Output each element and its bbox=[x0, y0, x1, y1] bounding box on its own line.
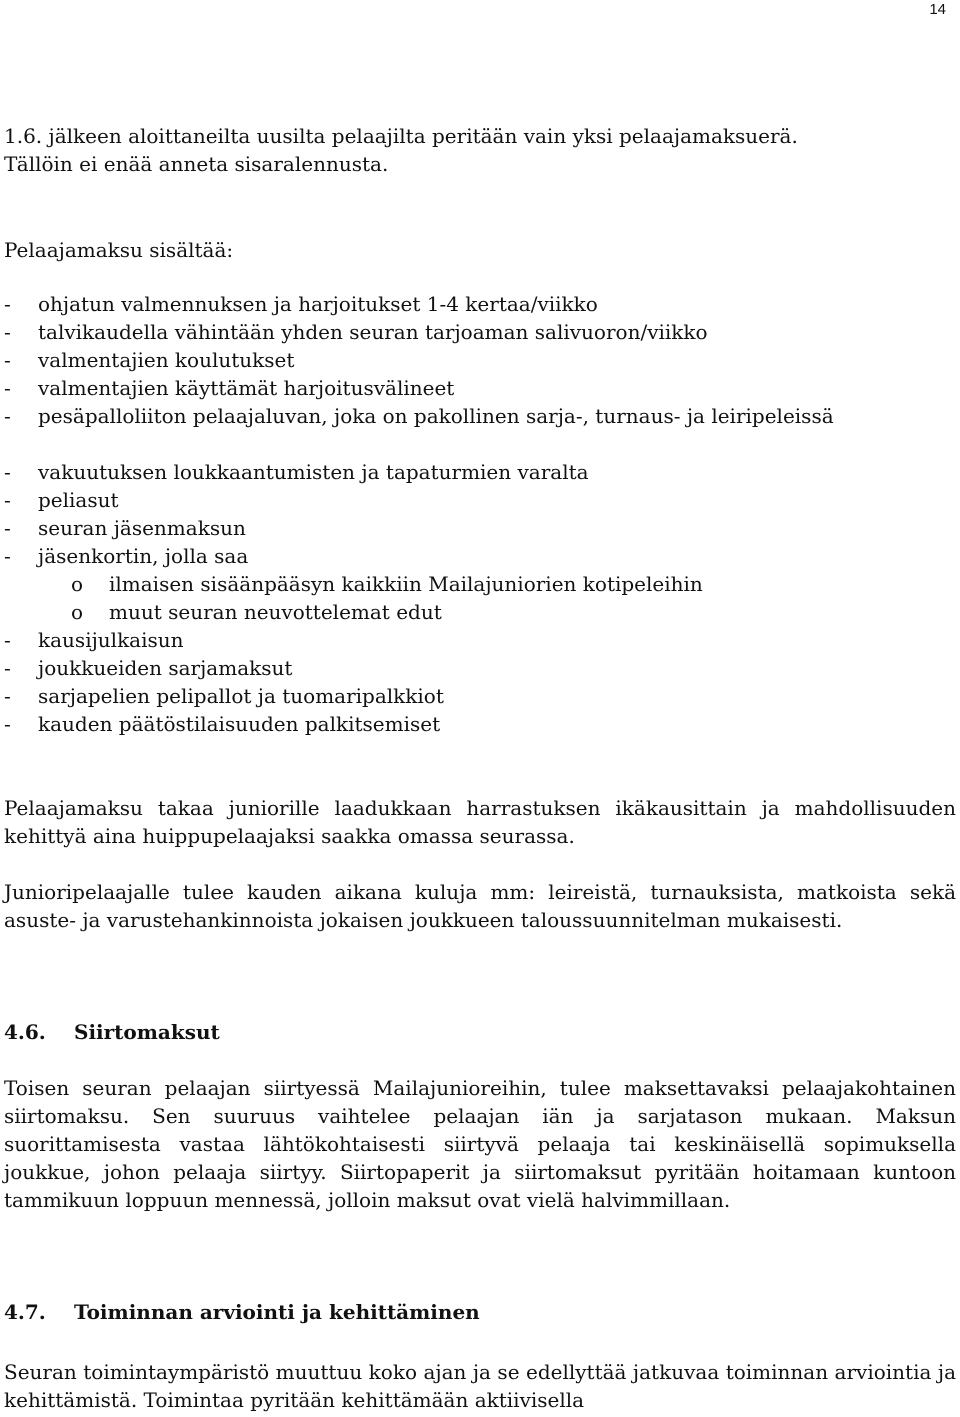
list-dash: - bbox=[4, 488, 11, 512]
list-dash: - bbox=[4, 656, 11, 680]
list-item-text: seuran jäsenmaksun bbox=[38, 516, 246, 540]
list-dash: - bbox=[4, 348, 11, 372]
list-item-text: pesäpalloliiton pelaajaluvan, joka on pakollinen sarja-, turnaus- ja leiripeleissä bbox=[38, 404, 834, 428]
list-dash: - bbox=[4, 712, 11, 736]
list-dash: - bbox=[4, 544, 11, 568]
list-item-text: kausijulkaisun bbox=[38, 628, 184, 652]
list-dash: - bbox=[4, 684, 11, 708]
section-title: Toiminnan arviointi ja kehittäminen bbox=[74, 1300, 480, 1324]
sub-list-item-text: ilmaisen sisäänpääsyn kaikkiin Mailajuniorien kotipeleihin bbox=[109, 572, 703, 596]
intro-line-2: Tällöin ei enää anneta sisaralennusta. bbox=[4, 152, 389, 176]
list-dash: - bbox=[4, 320, 11, 344]
list-item-text: valmentajien käyttämät harjoitusvälineet bbox=[38, 376, 455, 400]
list-item-text: kauden päätöstilaisuuden palkitsemiset bbox=[38, 712, 441, 736]
transfer-fee-paragraph: Toisen seuran pelaajan siirtyessä Mailajunioreihin, tulee maksettavaksi pelaajakohtainen siirtomaksu. Sen suuruus vaihtelee pelaajan iän ja sarjatason mukaan. Maksun suorittamisesta vastaa lähtökohtaisesti siirtyvä pelaaja tai keskinäisellä sopimuksella joukkue, johon pelaaja siirtyy. Siirtopaperit ja siirtomaksut pyritään hoitamaan kuntoon tammikuun loppuun mennessä, jolloin maksut ovat vielä halvimmillaan. bbox=[4, 1076, 956, 1212]
list-dash: - bbox=[4, 628, 11, 652]
guarantee-paragraph: Pelaajamaksu takaa juniorille laadukkaan harrastuksen ikäkausittain ja mahdollisuuden kehittyä aina huippupelaajaksi saakka omassa seurassa. bbox=[4, 796, 956, 848]
list-item-text: talvikaudella vähintään yhden seuran tarjoaman salivuoron/viikko bbox=[38, 320, 708, 344]
list-item-text: peliasut bbox=[38, 488, 119, 512]
list-item-text: jäsenkortin, jolla saa bbox=[38, 544, 249, 568]
list-dash: - bbox=[4, 376, 11, 400]
includes-heading: Pelaajamaksu sisältää: bbox=[4, 238, 234, 262]
evaluation-paragraph: Seuran toimintaympäristö muuttuu koko ajan ja se edellyttää jatkuvaa toiminnan arviointia ja kehittämistä. Toimintaa pyritään kehittämään aktiivisella bbox=[4, 1360, 956, 1412]
list-dash: - bbox=[4, 516, 11, 540]
section-title: Siirtomaksut bbox=[74, 1020, 220, 1044]
list-item bbox=[4, 402, 956, 430]
list-item-text: ohjatun valmennuksen ja harjoitukset 1-4 kertaa/viikko bbox=[38, 292, 598, 316]
page-number: 14 bbox=[929, 1, 946, 18]
list-item-text: valmentajien koulutukset bbox=[38, 348, 295, 372]
sub-bullet: o bbox=[71, 572, 84, 596]
list-item-text: sarjapelien pelipallot ja tuomaripalkkiot bbox=[38, 684, 444, 708]
list-dash: - bbox=[4, 404, 11, 428]
list-item-text: joukkueiden sarjamaksut bbox=[38, 656, 293, 680]
list-item-text: vakuutuksen loukkaantumisten ja tapaturmien varalta bbox=[38, 460, 589, 484]
list-dash: - bbox=[4, 460, 11, 484]
sub-bullet: o bbox=[71, 600, 84, 624]
costs-paragraph: Junioripelaajalle tulee kauden aikana kuluja mm: leireistä, turnauksista, matkoista sekä asuste- ja varustehankinnoista jokaisen joukkueen taloussuunnitelman mukaisesti. bbox=[4, 880, 956, 932]
intro-line-1: 1.6. jälkeen aloittaneilta uusilta pelaajilta peritään vain yksi pelaajamaksuerä. bbox=[4, 124, 798, 148]
section-number: 4.7. bbox=[4, 1300, 46, 1324]
section-number: 4.6. bbox=[4, 1020, 46, 1044]
sub-list-item-text: muut seuran neuvottelemat edut bbox=[109, 600, 442, 624]
list-dash: - bbox=[4, 292, 11, 316]
